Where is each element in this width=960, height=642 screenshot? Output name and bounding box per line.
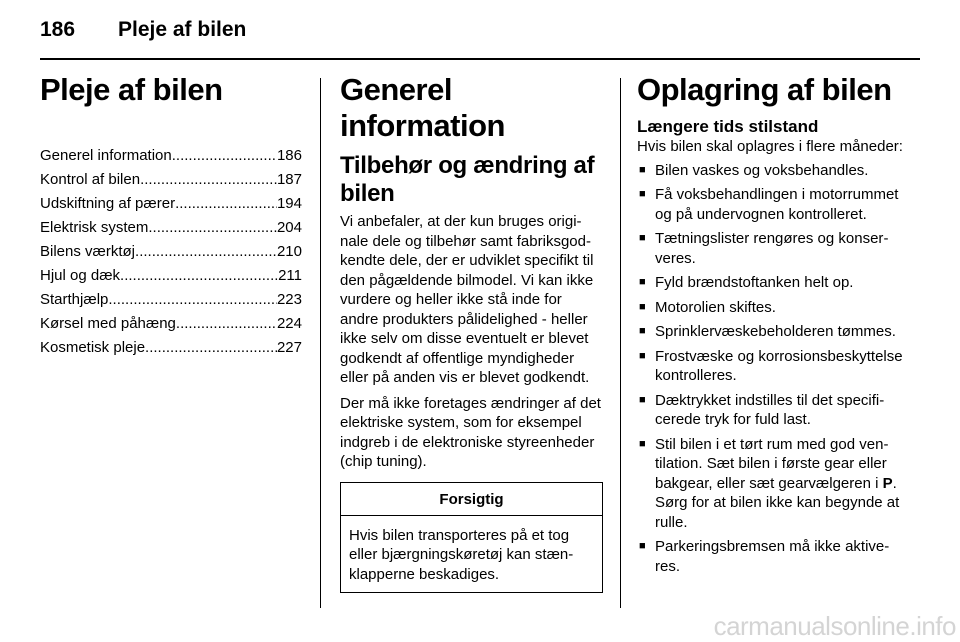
toc-item[interactable] [40,264,302,288]
toc-page: 194 [276,195,302,212]
list-item: ■ Parkeringsbremsen må ikke aktiveres. [637,537,903,576]
header-rule [40,58,920,60]
watermark: carmanualsonline.info [713,611,956,641]
list-item: ■ Tætningslister rengøres og konserveres. [637,229,903,268]
toc-label: Elektrisk system [40,219,149,236]
caution-title: Forsigtig [341,483,602,516]
toc-item[interactable] [40,216,302,240]
toc-label: Kosmetisk pleje [40,339,146,356]
subsection-heading: Længere tids stilstand [637,117,819,136]
list-item: ■ Stil bilen i et tørt rum med god ventilation. Sæt bilen i første gear eller bakgear, eller sæt gearvælgeren i P. Sørg for at bilen ikke kan begynde at rulle. [637,435,903,533]
toc-label: Kontrol af bilen [40,171,141,188]
toc-page: 204 [276,219,302,236]
body-paragraph: Vi anbefaler, at der kun bruges originale dele og tilbehør samt fabriksgodkendte dele, der er udviklet specifikt til den pågældende bilmodel. Vi kan ikke vurdere og heller ikke stå inde for andre produkters pålidelighed - heller ikke selv om disse eventuelt er blevet godkendt af offentlige myndigheder eller på anden vis er blevet godkendt. [340,213,594,386]
toc-item[interactable] [40,240,302,264]
column-divider [620,78,621,608]
list-item: ■ Bilen vaskes og voksbehandles. [637,161,903,181]
gear-p-label: P [882,474,893,492]
list-item: ■ Sprinklervæskebeholderen tømmes. [637,322,903,342]
list-item: ■ Få voksbehandlingen i motorrummet og på undervognen kontrolleret. [637,185,903,224]
intro-paragraph: Hvis bilen skal oplagres i flere måneder: [637,138,903,155]
toc-label: Bilens værktøj [40,243,136,260]
storage-column [637,72,903,581]
toc-item[interactable] [40,288,302,312]
toc-label: Starthjælp [40,291,109,308]
page-number: 186 [40,18,76,41]
subsection-heading: Tilbehør og ændring af bilen [340,152,595,207]
list-item: ■ Motorolien skiftes. [637,298,903,318]
section-heading: Oplagring af bilen [637,72,892,107]
toc-label: Kørsel med påhæng [40,315,176,332]
toc-label: Generel information [40,147,172,164]
toc-page: 224 [276,315,302,332]
general-info-column [340,72,603,593]
running-title: Pleje af bilen [118,18,247,41]
toc-page: 186 [276,147,302,164]
list-item: ■ Dæktrykket indstilles til det specificerede tryk for fuld last. [637,391,903,430]
toc-item[interactable] [40,336,302,360]
toc-page: 187 [276,171,302,188]
toc-item[interactable] [40,168,302,192]
storage-checklist [637,161,903,577]
page-header [40,18,920,48]
toc-item[interactable] [40,144,302,168]
chapter-title: Pleje af bilen [40,72,223,107]
caution-text: Hvis bilen transporteres på et tog eller bjærgningskøretøj kan stænklapperne beskadiges. [349,526,574,583]
column-divider [320,78,321,608]
caution-box [340,482,603,594]
toc-page: 211 [278,267,302,284]
body-paragraph: Der må ikke foretages ændringer af det elektriske system, som for eksempel indgreb i de elektroniske styreenheder (chip tuning). [340,394,601,470]
toc-item[interactable] [40,192,302,216]
toc-page: 210 [276,243,302,260]
toc-page: 223 [276,291,302,308]
toc-page: 227 [276,339,302,356]
toc-column [40,72,302,360]
toc-label: Hjul og dæk [40,267,121,284]
toc-item[interactable] [40,312,302,336]
section-heading: Generel information [340,72,505,143]
list-item: ■ Frostvæske og korrosionsbeskyttelse kontrolleres. [637,347,903,386]
table-of-contents [40,144,302,360]
toc-label: Udskiftning af pærer [40,195,176,212]
list-item: ■ Fyld brændstoftanken helt op. [637,273,903,293]
